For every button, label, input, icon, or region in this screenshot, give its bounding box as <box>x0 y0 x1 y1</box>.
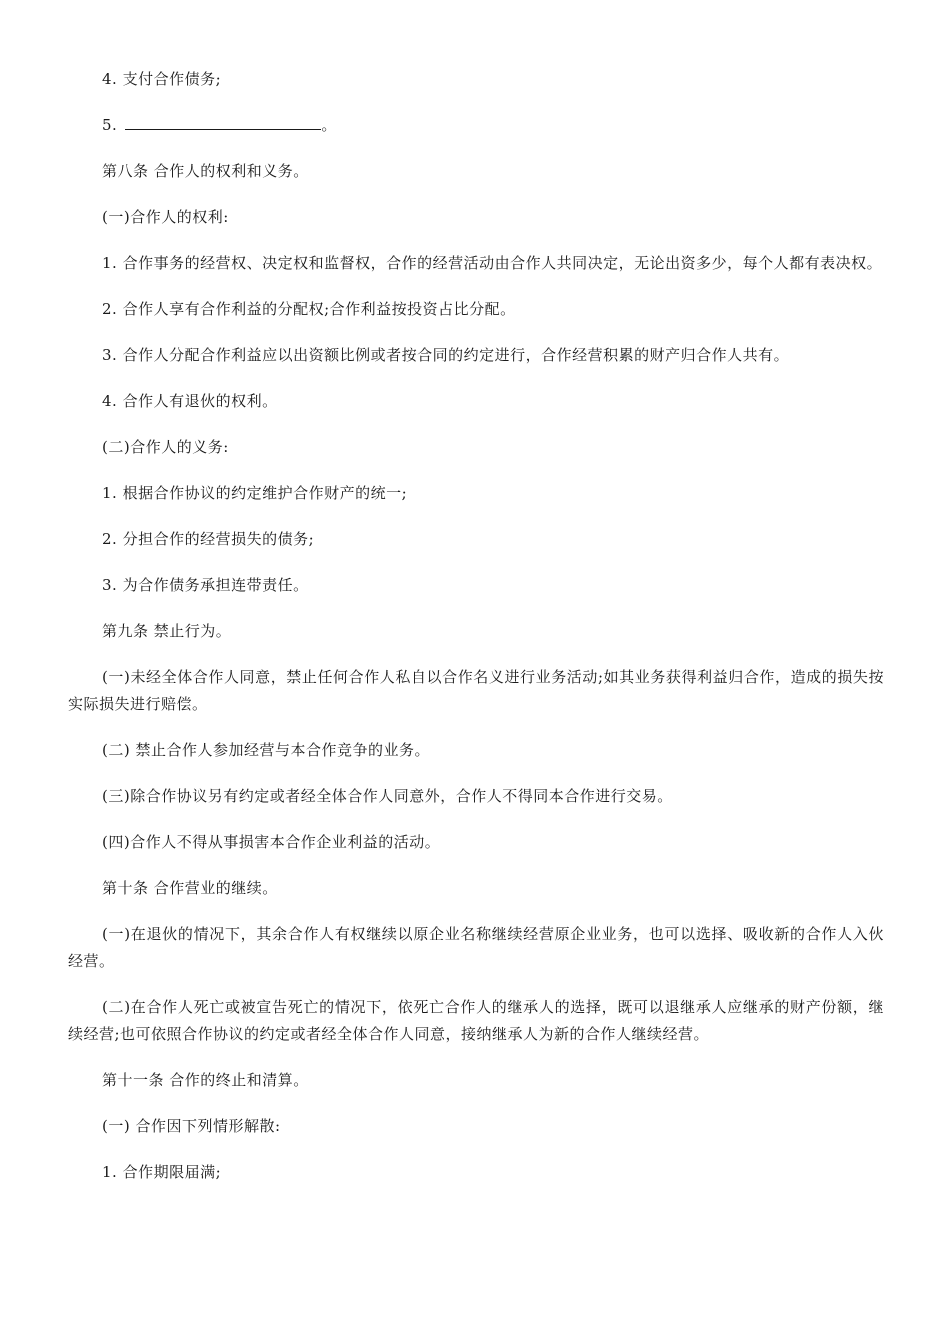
fill-in-blank-line <box>125 114 321 130</box>
paragraph-item-4-pay-debts: 4. 支付合作债务; <box>102 70 222 88</box>
blank-suffix: 。 <box>321 116 337 134</box>
obligations-item-3: 3. 为合作债务承担连带责任。 <box>102 576 309 594</box>
prohibition-item-1: (一)未经全体合作人同意，禁止任何合作人私自以合作名义进行业务活动;如其业务获得利益归合作，造成的损失按实际损失进行赔偿。 <box>68 668 884 713</box>
article-10-heading: 第十条 合作营业的继续。 <box>102 879 278 897</box>
rights-item-1: 1. 合作事务的经营权、决定权和监督权，合作的经营活动由合作人共同决定，无论出资多少，每个人都有表决权。 <box>102 254 883 272</box>
document-page <box>68 66 884 1186</box>
section-partner-obligations: (二)合作人的义务: <box>102 438 229 456</box>
obligations-item-1: 1. 根据合作协议的约定维护合作财产的统一; <box>102 484 408 502</box>
rights-item-2: 2. 合作人享有合作利益的分配权;合作利益按投资占比分配。 <box>102 300 516 318</box>
dissolution-section: (一) 合作因下列情形解散: <box>102 1117 281 1135</box>
continuation-item-2: (二)在合作人死亡或被宣告死亡的情况下，依死亡合作人的继承人的选择，既可以退继承人应继承的财产份额，继续经营;也可依照合作协议的约定或者经全体合作人同意，接纳继承人为新的合作人继续经营。 <box>68 998 884 1043</box>
article-9-heading: 第九条 禁止行为。 <box>102 622 232 640</box>
prohibition-item-3: (三)除合作协议另有约定或者经全体合作人同意外，合作人不得同本合作进行交易。 <box>102 787 673 805</box>
prohibition-item-4: (四)合作人不得从事损害本合作企业利益的活动。 <box>102 833 441 851</box>
rights-item-4: 4. 合作人有退伙的权利。 <box>102 392 278 410</box>
continuation-item-1: (一)在退伙的情况下，其余合作人有权继续以原企业名称继续经营原企业业务，也可以选择、吸收新的合作人入伙经营。 <box>68 925 884 970</box>
prohibition-item-2: (二) 禁止合作人参加经营与本合作竞争的业务。 <box>102 741 430 759</box>
dissolution-item-1: 1. 合作期限届满; <box>102 1163 222 1181</box>
rights-item-3: 3. 合作人分配合作利益应以出资额比例或者按合同的约定进行，合作经营积累的财产归合作人共有。 <box>102 346 790 364</box>
article-11-heading: 第十一条 合作的终止和清算。 <box>102 1071 309 1089</box>
item-number: 5. <box>102 116 118 134</box>
paragraph-item-5-blank <box>68 112 884 139</box>
section-partner-rights: (一)合作人的权利: <box>102 208 229 226</box>
article-8-heading: 第八条 合作人的权利和义务。 <box>102 162 309 180</box>
obligations-item-2: 2. 分担合作的经营损失的债务; <box>102 530 315 548</box>
